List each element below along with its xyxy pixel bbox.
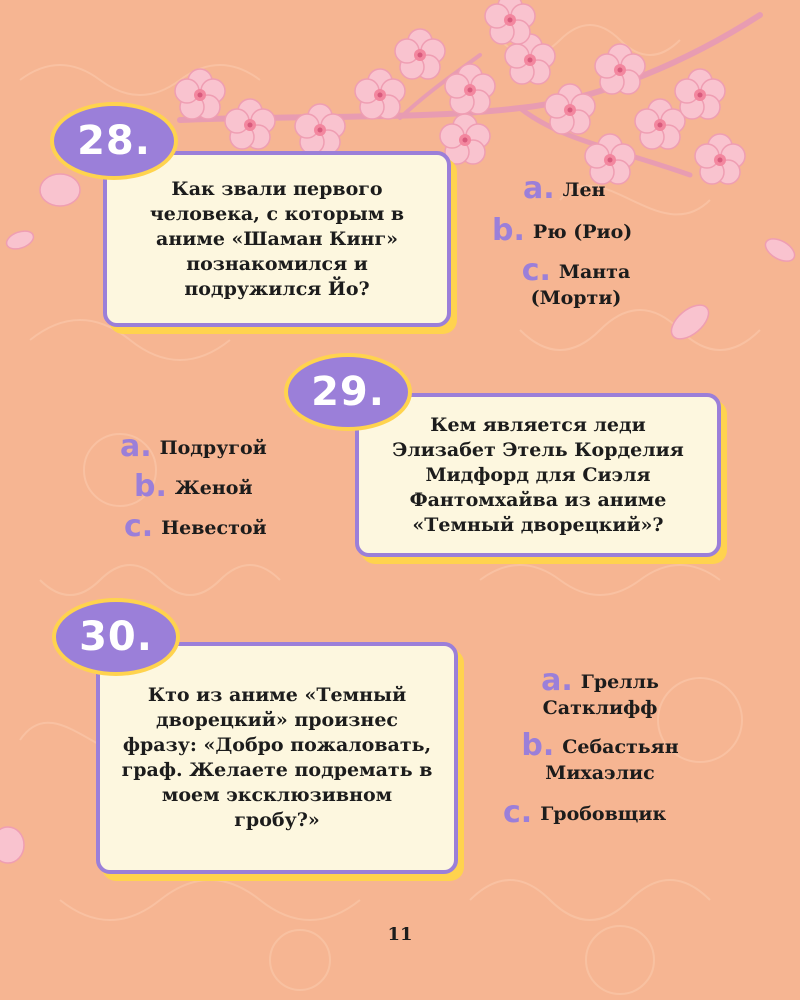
question-text: Кто из аниме «Темный дворецкий» произнес фразу: «Добро пожаловать, граф. Желаете подремать в моем эксклюзивном гробу?» — [121, 684, 433, 831]
page-number: 11 — [387, 924, 413, 945]
option-letter: b. — [134, 469, 167, 504]
option-letter: b. — [492, 213, 525, 248]
question-number: 30. — [79, 614, 153, 660]
question-number-badge — [284, 353, 412, 431]
option-letter: a. — [541, 663, 573, 698]
option-letter: a. — [120, 429, 152, 464]
answer-option — [120, 429, 267, 464]
answer-option — [512, 253, 640, 311]
question-text: Кем является леди Элизабет Этель Корделия Мидфорд для Сиэля Фантомхайва из аниме «Темный дворецкий»? — [392, 413, 684, 536]
option-text: Невестой — [161, 517, 267, 539]
option-text: Женой — [174, 477, 253, 499]
question-number: 28. — [77, 118, 151, 164]
answer-option — [503, 795, 667, 830]
question-number-badge — [50, 102, 178, 180]
answer-option — [124, 509, 267, 544]
answer-option — [520, 663, 680, 721]
question-card-29 — [355, 393, 721, 557]
option-text: Подругой — [159, 437, 267, 459]
option-text: Манта (Морти) — [530, 261, 631, 309]
option-text: Себастьян Михаэлис — [545, 736, 679, 784]
answer-option — [134, 469, 253, 504]
option-text: Лен — [562, 179, 606, 201]
option-letter: c. — [124, 509, 154, 544]
question-number: 29. — [311, 369, 385, 415]
option-text: Гробовщик — [540, 803, 667, 825]
question-number-badge — [52, 598, 180, 676]
option-letter: b. — [521, 728, 555, 763]
question-text: Как звали первого человека, с которым в аниме «Шаман Кинг» познакомился и подружился Йо? — [149, 177, 405, 300]
question-card-28 — [103, 151, 451, 327]
option-letter: c. — [503, 795, 533, 830]
option-letter: c. — [521, 253, 551, 288]
question-card-30 — [96, 642, 458, 874]
option-letter: a. — [523, 171, 555, 206]
answer-option — [505, 728, 695, 786]
answer-option — [523, 171, 606, 206]
option-text: Рю (Рио) — [532, 221, 633, 243]
option-text: Грелль Сатклифф — [542, 671, 659, 719]
answer-option — [492, 213, 633, 248]
